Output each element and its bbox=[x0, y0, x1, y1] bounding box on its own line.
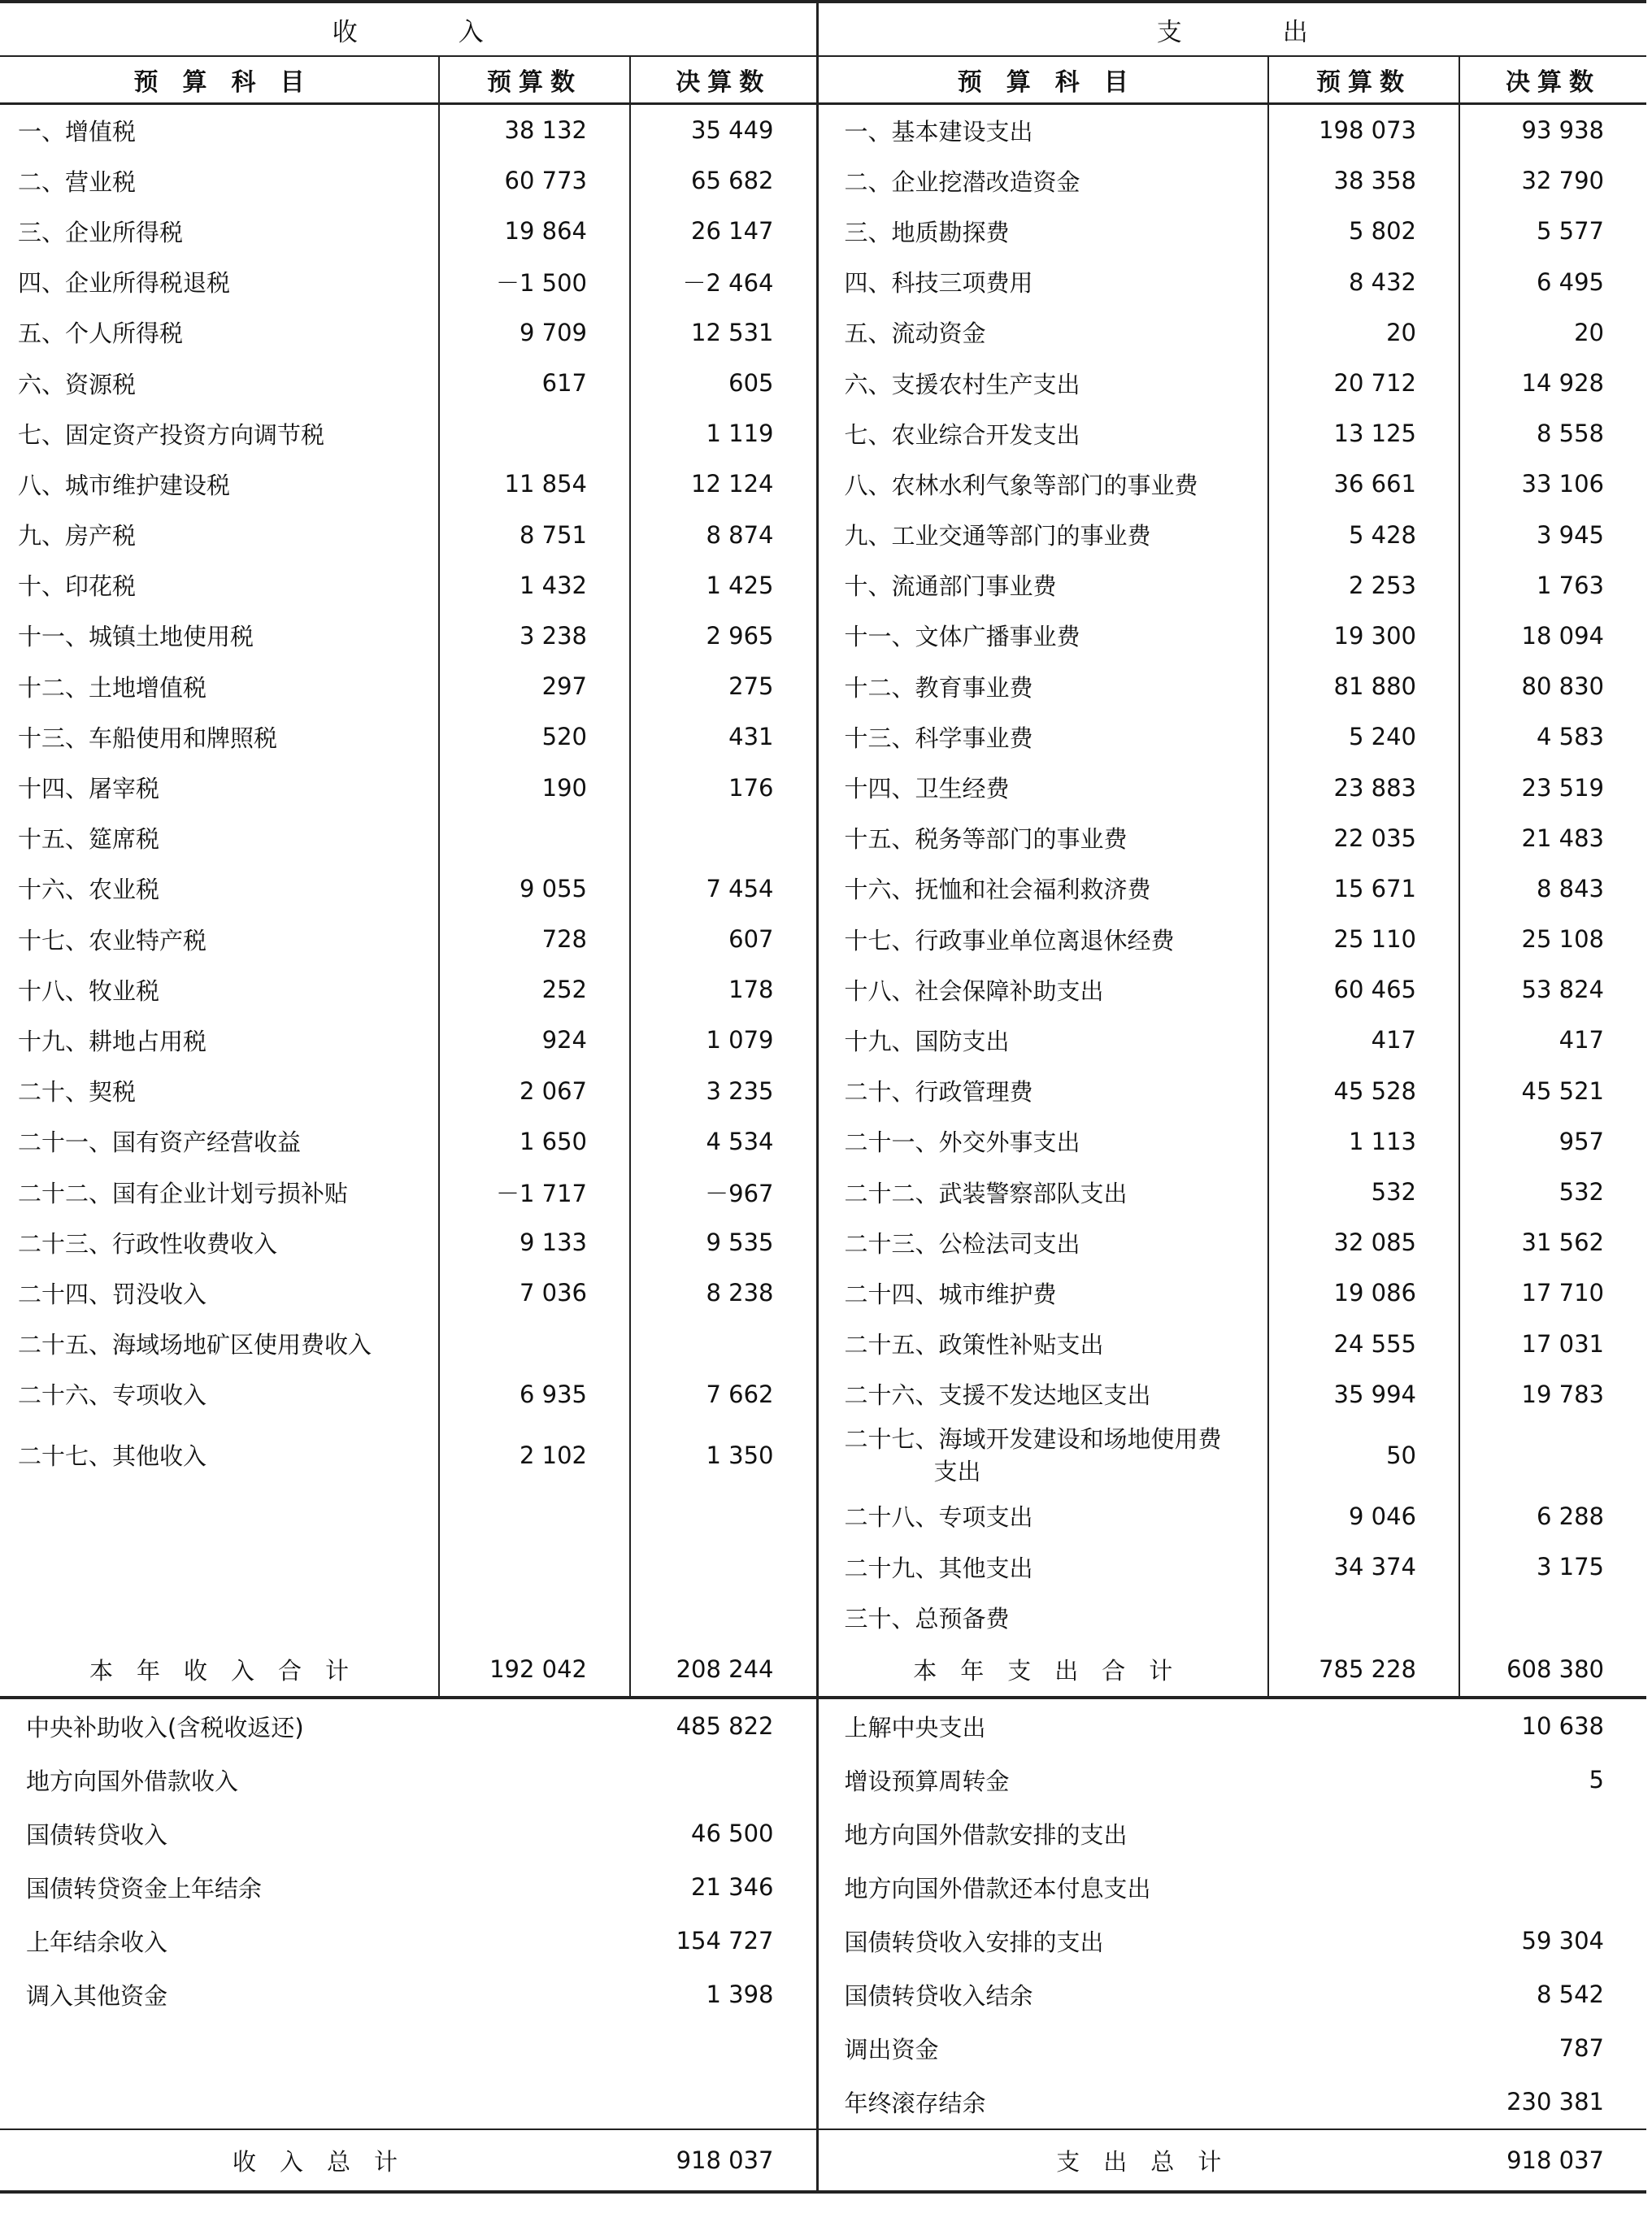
income-item-label: 十四、屠宰税 bbox=[18, 775, 160, 803]
expense-item-label: 二十四、城市维护费 bbox=[844, 1280, 1057, 1308]
expense-grand-total-value: 918 037 bbox=[1459, 2129, 1646, 2192]
expense-item-label: 十五、税务等部门的事业费 bbox=[844, 825, 1128, 854]
expense-item-actual: 957 bbox=[1459, 1116, 1646, 1167]
bottom-row bbox=[0, 2075, 1646, 2129]
income-item-budget: 3 238 bbox=[439, 611, 630, 661]
expense-transfer-label: 地方向国外借款安排的支出 bbox=[844, 1820, 1128, 1849]
income-item-budget: 8 751 bbox=[439, 510, 630, 560]
expense-item-actual: 6 288 bbox=[1459, 1491, 1646, 1541]
income-item-label: 十二、土地增值税 bbox=[18, 673, 207, 702]
expense-item-label: 二、企业挖潜改造资金 bbox=[844, 167, 1080, 196]
expense-item-label: 五、流动资金 bbox=[844, 320, 986, 348]
income-year-total-label: 本 年 收 入 合 计 bbox=[0, 1642, 439, 1698]
income-item-empty bbox=[0, 1491, 439, 1541]
expense-item-label: 二十二、武装警察部队支出 bbox=[844, 1179, 1128, 1207]
income-item-label: 九、房产税 bbox=[18, 522, 137, 550]
table-row bbox=[0, 307, 1646, 358]
expense-item-label: 三、地质勘探费 bbox=[844, 218, 1010, 246]
expense-item-budget: 5 240 bbox=[1268, 711, 1459, 762]
expense-item-actual: 23 519 bbox=[1459, 762, 1646, 812]
expense-item-budget: 25 110 bbox=[1268, 914, 1459, 964]
table-row bbox=[0, 1116, 1646, 1167]
expense-item-actual: 3 945 bbox=[1459, 510, 1646, 560]
expense-item-budget: 50 bbox=[1268, 1420, 1459, 1491]
income-item-budget: 9 133 bbox=[439, 1217, 630, 1268]
expense-item-budget: 36 661 bbox=[1268, 459, 1459, 509]
income-item-budget: 2 067 bbox=[439, 1066, 630, 1116]
expense-item-budget: 13 125 bbox=[1268, 408, 1459, 459]
income-col-actual: 决算数 bbox=[630, 56, 817, 104]
income-item-empty bbox=[0, 1592, 439, 1642]
expense-item-label-line2: 支出 bbox=[933, 1457, 981, 1485]
income-item-label: 十六、农业税 bbox=[18, 876, 160, 904]
income-transfer-label: 上年结余收入 bbox=[26, 1928, 168, 1956]
income-transfer-value: 21 346 bbox=[630, 1860, 817, 1914]
income-item-actual: 607 bbox=[630, 914, 817, 964]
expense-item-budget: 20 712 bbox=[1268, 358, 1459, 408]
income-item-budget: 1 432 bbox=[439, 560, 630, 611]
expense-item-label: 六、支援农村生产支出 bbox=[844, 370, 1080, 398]
income-item-actual: 8 874 bbox=[630, 510, 817, 560]
income-actual-empty bbox=[630, 1592, 817, 1642]
expense-item-actual: 20 bbox=[1459, 307, 1646, 358]
bottom-row bbox=[0, 1807, 1646, 1860]
expense-col-budget: 预算数 bbox=[1268, 56, 1459, 104]
table-row bbox=[0, 1592, 1646, 1642]
income-item-actual: 1 079 bbox=[630, 1015, 817, 1065]
expense-year-total-actual: 608 380 bbox=[1459, 1642, 1646, 1698]
expense-item-label: 十八、社会保障补助支出 bbox=[844, 976, 1104, 1005]
expense-item-budget: 23 883 bbox=[1268, 762, 1459, 812]
income-actual-empty bbox=[630, 1541, 817, 1592]
expense-item-budget: 19 086 bbox=[1268, 1268, 1459, 1318]
bottom-row bbox=[0, 1860, 1646, 1914]
expense-item-label: 八、农林水利气象等部门的事业费 bbox=[844, 471, 1198, 499]
table-row bbox=[0, 1491, 1646, 1541]
income-item-actual: 3 235 bbox=[630, 1066, 817, 1116]
income-item-label: 十、印花税 bbox=[18, 572, 137, 601]
expense-item-label: 二十八、专项支出 bbox=[844, 1503, 1033, 1532]
table-row bbox=[0, 358, 1646, 408]
income-item-budget: 1 650 bbox=[439, 1116, 630, 1167]
income-item-label: 四、企业所得税退税 bbox=[18, 269, 231, 298]
expense-item-budget: 2 253 bbox=[1268, 560, 1459, 611]
expense-item-budget: 417 bbox=[1268, 1015, 1459, 1065]
expense-item-budget: 20 bbox=[1268, 307, 1459, 358]
income-item-budget: 520 bbox=[439, 711, 630, 762]
expense-item-budget: 22 035 bbox=[1268, 813, 1459, 863]
expense-item-label-multiline bbox=[817, 1420, 1268, 1491]
expense-item-actual bbox=[1459, 1420, 1646, 1491]
year-total-row bbox=[0, 1642, 1646, 1698]
income-item-budget bbox=[439, 813, 630, 863]
income-item-actual: －967 bbox=[630, 1167, 817, 1217]
income-item-actual: 1 119 bbox=[630, 408, 817, 459]
table-row bbox=[0, 1015, 1646, 1065]
expense-item-label: 十六、抚恤和社会福利救济费 bbox=[844, 876, 1151, 904]
income-transfer-label bbox=[0, 2021, 630, 2075]
income-item-actual: 1 425 bbox=[630, 560, 817, 611]
income-item-actual: 178 bbox=[630, 964, 817, 1015]
income-item-budget: 60 773 bbox=[439, 155, 630, 206]
income-item-budget: 9 055 bbox=[439, 863, 630, 914]
income-item-actual: 176 bbox=[630, 762, 817, 812]
income-item-budget: －1 717 bbox=[439, 1167, 630, 1217]
expense-item-budget: 32 085 bbox=[1268, 1217, 1459, 1268]
table-row bbox=[0, 611, 1646, 661]
bottom-row bbox=[0, 2021, 1646, 2075]
income-item-label: 二、营业税 bbox=[18, 167, 137, 196]
expense-item-budget: 8 432 bbox=[1268, 257, 1459, 307]
income-transfer-value: 1 398 bbox=[630, 1968, 817, 2021]
expense-col-actual: 决算数 bbox=[1459, 56, 1646, 104]
expense-item-actual: 8 843 bbox=[1459, 863, 1646, 914]
income-transfer-value bbox=[630, 1753, 817, 1807]
income-item-label: 五、个人所得税 bbox=[18, 320, 184, 348]
income-item-label: 二十三、行政性收费收入 bbox=[18, 1229, 278, 1258]
bottom-row bbox=[0, 1698, 1646, 1753]
expense-item-budget: 19 300 bbox=[1268, 611, 1459, 661]
income-item-actual: 12 531 bbox=[630, 307, 817, 358]
bottom-row bbox=[0, 1968, 1646, 2021]
table-row bbox=[0, 1420, 1646, 1491]
income-item-label: 十三、车船使用和牌照税 bbox=[18, 724, 278, 752]
table-row bbox=[0, 863, 1646, 914]
table-row bbox=[0, 459, 1646, 509]
table-row bbox=[0, 104, 1646, 156]
income-item-label: 十八、牧业税 bbox=[18, 976, 160, 1005]
expense-item-label: 二十一、外交外事支出 bbox=[844, 1128, 1080, 1157]
expense-item-label: 三十、总预备费 bbox=[844, 1604, 1010, 1633]
expense-item-label: 十、流通部门事业费 bbox=[844, 572, 1057, 601]
income-item-actual: 4 534 bbox=[630, 1116, 817, 1167]
table-row bbox=[0, 1217, 1646, 1268]
income-item-budget: 9 709 bbox=[439, 307, 630, 358]
income-item-label: 二十四、罚没收入 bbox=[18, 1280, 207, 1308]
expense-item-budget: 5 428 bbox=[1268, 510, 1459, 560]
income-transfer-value: 46 500 bbox=[630, 1807, 817, 1860]
income-section-title: 收 入 bbox=[0, 2, 817, 56]
expense-transfer-value: 8 542 bbox=[1536, 1981, 1604, 2009]
expense-grand-total-label: 支 出 总 计 bbox=[817, 2129, 1459, 2192]
table-row bbox=[0, 1268, 1646, 1318]
table-row bbox=[0, 1369, 1646, 1420]
expense-item-label: 四、科技三项费用 bbox=[844, 269, 1033, 298]
expense-col-item: 预 算 科 目 bbox=[817, 56, 1268, 104]
expense-item-actual bbox=[1459, 1592, 1646, 1642]
income-year-total-actual: 208 244 bbox=[630, 1642, 817, 1698]
bottom-row bbox=[0, 1753, 1646, 1807]
income-item-budget bbox=[439, 408, 630, 459]
expense-item-budget: 532 bbox=[1268, 1167, 1459, 1217]
table-row bbox=[0, 510, 1646, 560]
expense-item-actual: 532 bbox=[1459, 1167, 1646, 1217]
income-item-actual: 9 535 bbox=[630, 1217, 817, 1268]
income-transfer-label: 国债转贷资金上年结余 bbox=[26, 1874, 263, 1902]
table-row bbox=[0, 661, 1646, 711]
expense-transfer-value bbox=[1459, 1807, 1646, 1860]
expense-transfer-value: 230 381 bbox=[1506, 2088, 1604, 2116]
expense-transfer-value bbox=[1459, 1860, 1646, 1914]
table-row bbox=[0, 762, 1646, 812]
income-transfer-value: 154 727 bbox=[630, 1914, 817, 1968]
income-item-actual: 8 238 bbox=[630, 1268, 817, 1318]
expense-transfer-value: 5 bbox=[1589, 1766, 1604, 1794]
expense-item-label: 二十五、政策性补贴支出 bbox=[844, 1331, 1104, 1359]
income-transfer-value bbox=[630, 2021, 817, 2075]
expense-item-actual: 8 558 bbox=[1459, 408, 1646, 459]
income-item-label: 二十一、国有资产经营收益 bbox=[18, 1128, 302, 1157]
income-item-label: 二十二、国有企业计划亏损补贴 bbox=[18, 1179, 349, 1207]
income-item-label: 八、城市维护建设税 bbox=[18, 471, 231, 499]
expense-item-actual: 17 710 bbox=[1459, 1268, 1646, 1318]
expense-item-label: 二十、行政管理费 bbox=[844, 1078, 1033, 1107]
income-budget-empty bbox=[439, 1592, 630, 1642]
expense-item-label: 十四、卫生经费 bbox=[844, 775, 1010, 803]
table-row bbox=[0, 1167, 1646, 1217]
income-item-label: 三、企业所得税 bbox=[18, 218, 184, 246]
expense-transfer-value: 787 bbox=[1559, 2034, 1604, 2063]
expense-item-actual: 17 031 bbox=[1459, 1319, 1646, 1369]
table-row bbox=[0, 964, 1646, 1015]
expense-item-budget: 35 994 bbox=[1268, 1369, 1459, 1420]
income-item-budget: 2 102 bbox=[439, 1420, 630, 1491]
table-row bbox=[0, 1319, 1646, 1369]
expense-item-budget: 81 880 bbox=[1268, 661, 1459, 711]
expense-item-budget: 34 374 bbox=[1268, 1541, 1459, 1592]
expense-item-budget: 5 802 bbox=[1268, 206, 1459, 256]
expense-item-budget: 15 671 bbox=[1268, 863, 1459, 914]
table-row bbox=[0, 408, 1646, 459]
income-item-budget: 19 864 bbox=[439, 206, 630, 256]
income-item-actual: 275 bbox=[630, 661, 817, 711]
income-col-budget: 预算数 bbox=[439, 56, 630, 104]
expense-item-actual: 19 783 bbox=[1459, 1369, 1646, 1420]
expense-transfer-label: 增设预算周转金 bbox=[844, 1767, 1010, 1795]
income-grand-total-label: 收 入 总 计 bbox=[0, 2129, 630, 2192]
expense-item-budget: 24 555 bbox=[1268, 1319, 1459, 1369]
income-transfer-value: 485 822 bbox=[630, 1698, 817, 1753]
expense-item-budget: 60 465 bbox=[1268, 964, 1459, 1015]
income-item-budget: 7 036 bbox=[439, 1268, 630, 1318]
income-item-budget: 38 132 bbox=[439, 104, 630, 156]
expense-item-label: 十一、文体广播事业费 bbox=[844, 623, 1080, 651]
income-item-label: 二十六、专项收入 bbox=[18, 1381, 207, 1410]
income-transfer-label: 国债转贷收入 bbox=[26, 1820, 168, 1849]
table-row bbox=[0, 813, 1646, 863]
expense-item-label: 十三、科学事业费 bbox=[844, 724, 1033, 752]
income-item-label: 十九、耕地占用税 bbox=[18, 1027, 207, 1055]
expense-item-label: 二十九、其他支出 bbox=[844, 1554, 1033, 1582]
expense-transfer-label: 国债转贷收入结余 bbox=[844, 1981, 1033, 2010]
table-row bbox=[0, 257, 1646, 307]
income-item-actual bbox=[630, 813, 817, 863]
income-item-label: 六、资源税 bbox=[18, 370, 137, 398]
expense-item-label: 十九、国防支出 bbox=[844, 1027, 1010, 1055]
income-item-budget: －1 500 bbox=[439, 257, 630, 307]
income-item-actual: 12 124 bbox=[630, 459, 817, 509]
income-item-actual: 26 147 bbox=[630, 206, 817, 256]
table-row bbox=[0, 914, 1646, 964]
expense-item-budget: 38 358 bbox=[1268, 155, 1459, 206]
income-item-label: 二十七、其他收入 bbox=[18, 1442, 207, 1471]
table-row bbox=[0, 1066, 1646, 1116]
expense-item-actual: 417 bbox=[1459, 1015, 1646, 1065]
expense-item-actual: 18 094 bbox=[1459, 611, 1646, 661]
income-item-budget: 190 bbox=[439, 762, 630, 812]
income-item-budget: 252 bbox=[439, 964, 630, 1015]
income-item-budget: 924 bbox=[439, 1015, 630, 1065]
income-year-total-budget: 192 042 bbox=[439, 1642, 630, 1698]
expense-section-title: 支 出 bbox=[817, 2, 1646, 56]
expense-item-actual: 53 824 bbox=[1459, 964, 1646, 1015]
income-item-label: 一、增值税 bbox=[18, 117, 137, 146]
income-budget-empty bbox=[439, 1491, 630, 1541]
income-item-actual: 2 965 bbox=[630, 611, 817, 661]
income-actual-empty bbox=[630, 1491, 817, 1541]
income-item-label: 七、固定资产投资方向调节税 bbox=[18, 420, 325, 449]
income-item-actual: 1 350 bbox=[630, 1420, 817, 1491]
expense-transfer-label: 年终滚存结余 bbox=[844, 2089, 986, 2117]
table-row bbox=[0, 206, 1646, 256]
expense-transfer-label: 地方向国外借款还本付息支出 bbox=[844, 1874, 1151, 1902]
expense-item-actual: 80 830 bbox=[1459, 661, 1646, 711]
income-item-actual: －2 464 bbox=[630, 257, 817, 307]
income-transfer-label: 地方向国外借款收入 bbox=[26, 1767, 239, 1795]
income-item-label: 十一、城镇土地使用税 bbox=[18, 623, 254, 651]
expense-item-actual: 3 175 bbox=[1459, 1541, 1646, 1592]
income-item-actual: 605 bbox=[630, 358, 817, 408]
grand-total-row bbox=[0, 2129, 1646, 2192]
table-row bbox=[0, 560, 1646, 611]
expense-transfer-label: 调出资金 bbox=[844, 2035, 939, 2063]
expense-item-label-line1: 二十七、海域开发建设和场地使用费 bbox=[844, 1424, 1222, 1453]
expense-item-actual: 32 790 bbox=[1459, 155, 1646, 206]
expense-transfer-label: 国债转贷收入安排的支出 bbox=[844, 1928, 1104, 1956]
income-item-label: 十七、农业特产税 bbox=[18, 926, 207, 954]
expense-item-label: 十七、行政事业单位离退休经费 bbox=[844, 926, 1175, 954]
income-transfer-label bbox=[0, 2075, 630, 2129]
income-budget-empty bbox=[439, 1541, 630, 1592]
expense-year-total-budget: 785 228 bbox=[1268, 1642, 1459, 1698]
income-item-budget bbox=[439, 1319, 630, 1369]
expense-item-budget: 1 113 bbox=[1268, 1116, 1459, 1167]
table-row bbox=[0, 1541, 1646, 1592]
expense-item-label: 十二、教育事业费 bbox=[844, 673, 1033, 702]
table-row bbox=[0, 711, 1646, 762]
expense-item-actual: 4 583 bbox=[1459, 711, 1646, 762]
expense-item-actual: 6 495 bbox=[1459, 257, 1646, 307]
expense-item-actual: 5 577 bbox=[1459, 206, 1646, 256]
expense-item-label: 二十三、公检法司支出 bbox=[844, 1229, 1080, 1258]
income-grand-total-value: 918 037 bbox=[630, 2129, 817, 2192]
expense-item-actual: 14 928 bbox=[1459, 358, 1646, 408]
expense-item-budget bbox=[1268, 1592, 1459, 1642]
expense-item-budget: 45 528 bbox=[1268, 1066, 1459, 1116]
bottom-row bbox=[0, 1914, 1646, 1968]
column-header-row bbox=[0, 56, 1646, 104]
expense-item-actual: 21 483 bbox=[1459, 813, 1646, 863]
expense-item-label: 七、农业综合开发支出 bbox=[844, 420, 1080, 449]
expense-transfer-label: 上解中央支出 bbox=[844, 1713, 986, 1742]
income-item-actual: 35 449 bbox=[630, 104, 817, 156]
income-item-actual: 7 454 bbox=[630, 863, 817, 914]
expense-year-total-label: 本 年 支 出 合 计 bbox=[817, 1642, 1268, 1698]
income-item-actual bbox=[630, 1319, 817, 1369]
income-item-label: 二十、契税 bbox=[18, 1078, 137, 1107]
income-transfer-label: 中央补助收入(含税收返还) bbox=[26, 1713, 304, 1742]
section-header-row bbox=[0, 2, 1646, 56]
income-item-actual: 65 682 bbox=[630, 155, 817, 206]
expense-item-actual: 33 106 bbox=[1459, 459, 1646, 509]
expense-item-budget: 9 046 bbox=[1268, 1491, 1459, 1541]
income-item-label: 十五、筵席税 bbox=[18, 825, 160, 854]
expense-item-actual: 31 562 bbox=[1459, 1217, 1646, 1268]
income-item-empty bbox=[0, 1541, 439, 1592]
expense-item-actual: 45 521 bbox=[1459, 1066, 1646, 1116]
income-item-budget: 11 854 bbox=[439, 459, 630, 509]
income-col-item: 预 算 科 目 bbox=[0, 56, 439, 104]
income-item-budget: 297 bbox=[439, 661, 630, 711]
income-item-label: 二十五、海域场地矿区使用费收入 bbox=[18, 1331, 372, 1359]
expense-item-actual: 93 938 bbox=[1459, 104, 1646, 156]
expense-transfer-value: 59 304 bbox=[1521, 1927, 1604, 1955]
income-transfer-label: 调入其他资金 bbox=[26, 1981, 168, 2010]
income-transfer-value bbox=[630, 2075, 817, 2129]
table-row bbox=[0, 155, 1646, 206]
income-item-budget: 728 bbox=[439, 914, 630, 964]
income-item-actual: 7 662 bbox=[630, 1369, 817, 1420]
expense-item-label: 九、工业交通等部门的事业费 bbox=[844, 522, 1151, 550]
expense-item-actual: 25 108 bbox=[1459, 914, 1646, 964]
income-item-actual: 431 bbox=[630, 711, 817, 762]
expense-transfer-value: 10 638 bbox=[1521, 1712, 1604, 1741]
expense-item-actual: 1 763 bbox=[1459, 560, 1646, 611]
expense-item-label: 一、基本建设支出 bbox=[844, 117, 1033, 146]
income-item-budget: 6 935 bbox=[439, 1369, 630, 1420]
expense-item-label: 二十六、支援不发达地区支出 bbox=[844, 1381, 1151, 1410]
expense-item-budget: 198 073 bbox=[1268, 104, 1459, 156]
income-item-budget: 617 bbox=[439, 358, 630, 408]
